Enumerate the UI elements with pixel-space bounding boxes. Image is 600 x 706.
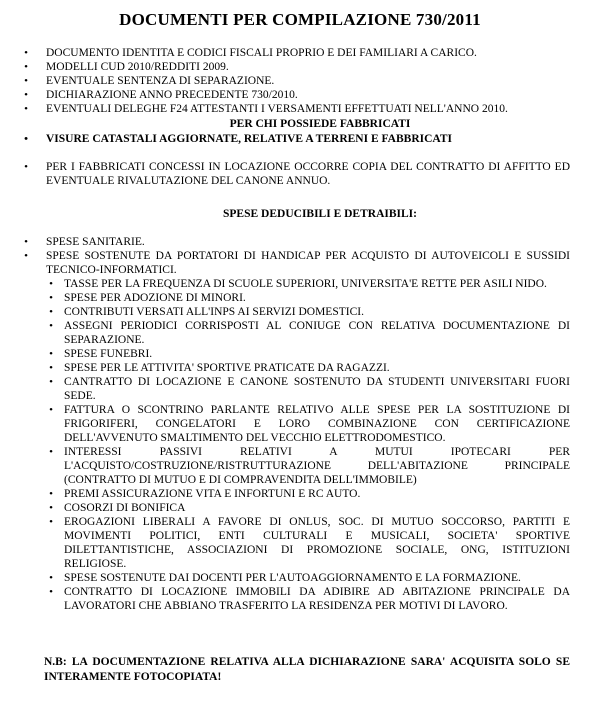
bullet-icon: • [49,306,53,318]
item-text: EROGAZIONI LIBERALI A FAVORE DI ONLUS, SOC. DI MUTUO SOCCORSO, PARTITI E MOVIMENTI POLITICI, ENTI CULTURALI E MUSICALI, SOCIETA' SPORTIVE DILETTANTISTICHE, ASSOCIAZIONI DI PROMOZIONE SOCIALE, ONG, ISTITUZIONI RELIGIOSE. [64,516,570,570]
document-title: DOCUMENTI PER COMPILAZIONE 730/2011 [119,10,481,29]
item-text: SPESE PER ADOZIONE DI MINORI. [64,292,246,304]
list-item [0,160,600,188]
fabbricati-heading: PER CHI POSSIEDE FABBRICATI [229,118,411,130]
spese-heading: SPESE DEDUCIBILI E DETRAIBILI: [223,208,417,220]
list-item [0,305,600,319]
list-item [0,60,600,74]
bullet-icon: • [24,75,28,87]
bullet-icon: • [49,572,53,584]
visure-list [0,132,600,146]
item-text: EVENTUALE SENTENZA DI SEPARAZIONE. [46,75,275,87]
item-text: DICHIARAZIONE ANNO PRECEDENTE 730/2010. [46,89,298,101]
locazione-list [0,160,600,188]
item-text: SPESE FUNEBRI. [64,348,153,360]
item-text: PREMI ASSICURAZIONE VITA E INFORTUNI E RC AUTO. [64,488,361,500]
item-text: MODELLI CUD 2010/REDDITI 2009. [46,61,229,73]
bullet-icon: • [49,320,53,332]
list-item [0,571,600,585]
list-item [0,291,600,305]
item-text: EVENTUALI DELEGHE F24 ATTESTANTI I VERSAMENTI EFFETTUATI NELL'ANNO 2010. [46,103,508,115]
list-item [0,235,600,249]
list-item [0,375,600,403]
bullet-icon: • [49,586,53,598]
item-text: SPESE SOSTENUTE DA PORTATORI DI HANDICAP PER ACQUISTO DI AUTOVEICOLI E SUSSIDI TECNICO-INFORMATICI. [46,250,570,276]
list-item [0,277,600,291]
list-item [0,403,600,445]
item-text: CONTRIBUTI VERSATI ALL'INPS AI SERVIZI DOMESTICI. [64,306,364,318]
list-item [0,88,600,102]
list-item [0,102,600,116]
item-text: INTERESSI PASSIVI RELATIVI A MUTUI IPOTECARI PER L'ACQUISTO/COSTRUZIONE/RISTRUTTURAZIONE DELL'ABITAZIONE PRINCIPALE (CONTRATTO DI MUTUO E DI COMPRAVENDITA DELL'IMMOBILE) [64,446,570,486]
bullet-icon: • [49,292,53,304]
item-text: VISURE CATASTALI AGGIORNATE, RELATIVE A TERRENI E FABBRICATI [46,133,452,145]
item-text: CANTRATTO DI LOCAZIONE E CANONE SOSTENUTO DA STUDENTI UNIVERSITARI FUORI SEDE. [64,376,570,402]
note: N.B: LA DOCUMENTAZIONE RELATIVA ALLA DICHIARAZIONE SARA' ACQUISITA SOLO SE INTERAMENTE FOTOCOPIATA! [44,656,570,683]
bullet-icon: • [24,161,28,173]
list-item [0,319,600,347]
item-text: SPESE SOSTENUTE DAI DOCENTI PER L'AUTOAGGIORNAMENTO E LA FORMAZIONE. [64,572,521,584]
bullet-icon: • [49,516,53,528]
list-item [0,249,600,277]
bullet-icon: • [24,61,28,73]
list-item [0,46,600,60]
list-item [0,74,600,88]
item-text: FATTURA O SCONTRINO PARLANTE RELATIVO ALLE SPESE PER LA SOSTITUZIONE DI FRIGORIFERI, CONGELATORI E LORO COMBINAZIONE CON CERTIFICAZIONE DELL'AVVENUTO SMALTIMENTO DEL VECCHIO ELETTRODOMESTICO. [64,404,570,444]
item-text: SPESE PER LE ATTIVITA' SPORTIVE PRATICATE DA RAGAZZI. [64,362,390,374]
bullet-icon: • [49,362,53,374]
list-item [0,347,600,361]
item-text: CONTRATTO DI LOCAZIONE IMMOBILI DA ADIBIRE AD ABITAZIONE PRINCIPALE DA LAVORATORI CHE ABBIANO TRASFERITO LA RESIDENZA PER MOTIVI DI LAVORO. [64,586,570,612]
bullet-icon: • [49,488,53,500]
item-text: SPESE SANITARIE. [46,236,145,248]
bullet-icon: • [49,404,53,416]
bullet-icon: • [24,236,28,248]
bullet-icon: • [24,103,28,115]
bullet-icon: • [49,502,53,514]
list-item [0,487,600,501]
item-text: DOCUMENTO IDENTITA E CODICI FISCALI PROPRIO E DEI FAMILIARI A CARICO. [46,47,477,59]
bullet-icon: • [24,250,28,262]
spese-list [0,235,600,277]
item-text: TASSE PER LA FREQUENZA DI SCUOLE SUPERIORI, UNIVERSITA'E RETTE PER ASILI NIDO. [64,278,547,290]
list-item [0,132,600,146]
list-item [0,515,600,571]
bullet-icon: • [49,376,53,388]
bullet-icon: • [49,446,53,458]
intro-list [0,46,600,116]
list-item [0,501,600,515]
list-item [0,585,600,613]
bullet-icon: • [49,278,53,290]
item-text: COSORZI DI BONIFICA [64,502,186,514]
item-text: PER I FABBRICATI CONCESSI IN LOCAZIONE OCCORRE COPIA DEL CONTRATTO DI AFFITTO ED EVENTUALE RIVALUTAZIONE DEL CANONE ANNUO. [46,161,570,187]
bullet-icon: • [24,89,28,101]
item-text: ASSEGNI PERIODICI CORRISPOSTI AL CONIUGE CON RELATIVA DOCUMENTAZIONE DI SEPARAZIONE. [64,320,570,346]
bullet-icon: • [24,133,28,145]
bullet-icon: • [49,348,53,360]
list-item [0,445,600,487]
sub-list [0,277,600,613]
bullet-icon: • [24,47,28,59]
list-item [0,361,600,375]
